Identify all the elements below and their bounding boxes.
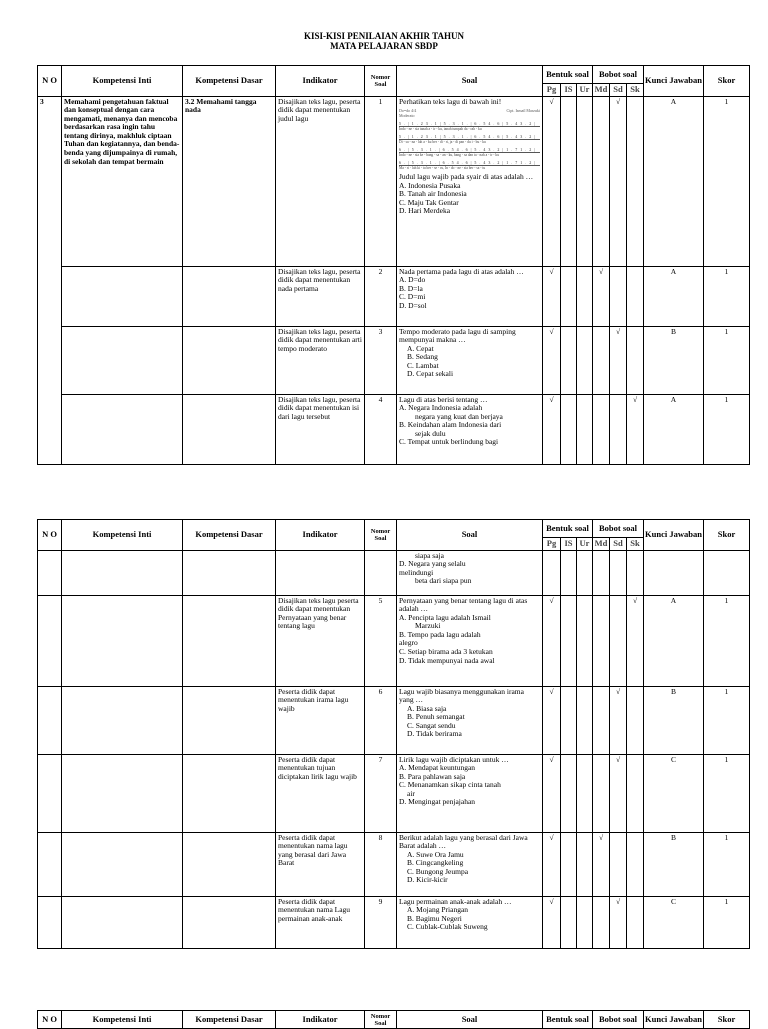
option: D. Kicir-kicir [407, 875, 448, 885]
check-pg: √ [543, 896, 561, 948]
option: C. D=mi [399, 292, 426, 302]
option: A. Suwe Ora Jamu [407, 849, 464, 859]
header-bentuk-soal: Bentuk soal [543, 1011, 593, 1029]
option: D. Tidak mempunyai nada awal [399, 655, 495, 665]
check-sd: √ [610, 326, 627, 394]
skor: 1 [704, 96, 750, 266]
kompetensi-dasar [183, 266, 276, 326]
header-indikator: Indikator [276, 66, 365, 97]
indikator-text: Peserta didik dapat menentukan irama lagu wajib [276, 686, 365, 754]
check-pg: √ [543, 595, 561, 686]
soal-cell [397, 326, 543, 394]
option: B. Cingcangkeling [407, 858, 464, 868]
header-soal: Soal [397, 520, 543, 551]
header-bentuk-soal: Bentuk soal [543, 66, 593, 84]
music-notes-line: 5 . | 1 . 2 3 . 1 | 5 . 3 . 1 . | 6 . 5 4 . 6 | 5 . 4 3 . 2 | [399, 120, 540, 127]
check-ur [577, 595, 593, 686]
check-is [561, 896, 577, 948]
check-md: √ [593, 266, 610, 326]
check-sk [627, 266, 644, 326]
kompetensi-inti [62, 266, 183, 326]
header-sd: Sd [610, 84, 627, 97]
header-pg: Pg [543, 538, 561, 551]
check-pg: √ [543, 394, 561, 464]
kunci-jawaban: B [644, 832, 704, 896]
check-md [593, 326, 610, 394]
nomor-soal: 3 [365, 326, 397, 394]
check-md [593, 896, 610, 948]
table-row [38, 266, 750, 326]
option: D. Tidak berirama [407, 729, 462, 739]
indikator-text: Peserta didik dapat menentukan nama lagu yang berasal dari Jawa Barat [276, 832, 365, 896]
soal-intro: Perhatikan teks lagu di bawah ini! [399, 96, 502, 106]
check-sd [610, 266, 627, 326]
check-sd: √ [610, 686, 627, 754]
kompetensi-inti [62, 326, 183, 394]
option: D. Mengingat penjajahan [399, 797, 476, 807]
soal-cell [397, 96, 543, 266]
soal-cell [397, 686, 543, 754]
kompetensi-inti [62, 394, 183, 464]
header-bobot-soal: Bobot soal [593, 1011, 644, 1029]
header-no: N O [38, 1011, 62, 1029]
nomor-soal: 1 [365, 96, 397, 266]
option: Marzuki [415, 621, 441, 631]
table-row [38, 96, 750, 266]
header-bobot-soal: Bobot soal [593, 520, 644, 538]
header-ur: Ur [577, 538, 593, 551]
soal-intro: Nada pertama pada lagu di atas adalah … [399, 266, 524, 276]
option: sejak dulu [415, 428, 446, 438]
soal-intro: Lagu di atas berisi tentang … [399, 394, 488, 404]
indikator-text: Disajikan teks lagu, peserta didik dapat menentukan isi dari lagu tersebut [276, 394, 365, 464]
check-md: √ [593, 832, 610, 896]
music-tempo: Moderato [399, 113, 415, 119]
soal-cell [397, 266, 543, 326]
skor: 1 [704, 754, 750, 832]
nomor-soal: 6 [365, 686, 397, 754]
check-is [561, 96, 577, 266]
option: A. Mojang Priangan [407, 905, 469, 915]
option: B. Penuh semangat [407, 712, 465, 722]
table-row [38, 896, 750, 948]
header-kd: Kompetensi Dasar [183, 1011, 276, 1029]
check-sd: √ [610, 754, 627, 832]
nomor-soal: 2 [365, 266, 397, 326]
check-md [593, 686, 610, 754]
option: B. D=la [399, 283, 423, 293]
option: D. Hari Merdeka [399, 206, 451, 216]
kunci-jawaban: A [644, 595, 704, 686]
check-sd: √ [610, 896, 627, 948]
header-bentuk-soal: Bentuk soal [543, 520, 593, 538]
option: C. Bungong Jeumpa [407, 866, 469, 876]
header-kunci: Kunci Jawaban [644, 66, 704, 97]
header-no: N O [38, 66, 62, 97]
check-md [593, 754, 610, 832]
check-md [593, 595, 610, 686]
table-row [38, 326, 750, 394]
skor: 1 [704, 896, 750, 948]
option: B. Keindahan alam Indonesia dari [399, 420, 502, 430]
check-sk [627, 96, 644, 266]
check-ur [577, 394, 593, 464]
kunci-jawaban: B [644, 686, 704, 754]
nomor-soal: 4 [365, 394, 397, 464]
nomor-soal: 9 [365, 896, 397, 948]
header-ki: Kompetensi Inti [62, 520, 183, 551]
soal-cell [397, 896, 543, 948]
option: B. Sedang [407, 352, 438, 362]
indikator-text: Disajikan teks lagu peserta didik dapat menentukan Pernyataan yang benar tentang lagu [276, 595, 365, 686]
check-ur [577, 96, 593, 266]
header-ki: Kompetensi Inti [62, 1011, 183, 1029]
option: A. Mendapat keuntungan [399, 763, 476, 773]
option: A. Negara Indonesia adalah [399, 403, 483, 413]
option: C. Setiap birama ada 3 ketukan [399, 647, 493, 657]
option: C. Maju Tak Gentar [399, 197, 459, 207]
table-row [38, 595, 750, 686]
check-sk [627, 686, 644, 754]
check-md [593, 96, 610, 266]
option: A. D=do [399, 275, 426, 285]
option: D. Cepat sekali [407, 369, 454, 379]
option: negara yang kuat dan berjaya [415, 411, 503, 421]
header-is: IS [561, 538, 577, 551]
option: A. Indonesia Pusaka [399, 180, 461, 190]
option: C. Menanamkan sikap cinta tanah [399, 780, 501, 790]
option: B. Bagimu Negeri [407, 913, 462, 923]
option: A. Biasa saja [407, 703, 447, 713]
music-lyrics-line: Indo - ne - sia ke - bang - sa - an - ku, bang - sa dan ta - nah a - ir - ku [399, 153, 499, 158]
check-sk [627, 326, 644, 394]
music-notes-line: 6 . | 5 . 3 . 1 . | 6 . 5 4 . 6 | 5 . 4 3 . 2 | 1 . 7 1 . 2 | [399, 146, 540, 153]
music-lyrics-line: Indo - ne - sia tanah a - ir - ku, tanah tumpah da - rah - ku [399, 127, 482, 132]
music-lyrics-line: Di - sa - na - lah a - ku ber - di - ri, ja - di pan - du i - bu - ku [399, 140, 486, 145]
table-row [38, 832, 750, 896]
check-sk [627, 832, 644, 896]
table-row [38, 686, 750, 754]
option: C. Sangat sendu [407, 720, 456, 730]
music-notes-line: 6 . | 5 . 3 . 1 . | 6 . 5 4 . 6 | 5 . 4 3 . 2 | 1 . 7 1 . 2 | [399, 159, 540, 166]
check-sk [627, 754, 644, 832]
check-ur [577, 686, 593, 754]
check-sd [610, 394, 627, 464]
soal-intro: Lirik lagu wajib diciptakan untuk … [399, 754, 509, 764]
header-kd: Kompetensi Dasar [183, 520, 276, 551]
soal-question: Judul lagu wajib pada syair di atas adalah … [399, 172, 534, 182]
indikator-text: Disajikan teks lagu, peserta didik dapat menentukan arti tempo moderato [276, 326, 365, 394]
header-bobot-soal: Bobot soal [593, 66, 644, 84]
soal-intro: Lagu wajib biasanya menggunakan irama yang … [399, 686, 524, 705]
header-sk: Sk [627, 538, 644, 551]
music-key: Do=do 4/4 [399, 108, 417, 114]
music-composer: Cipt. Ismail Marzuki [506, 108, 540, 114]
option: B. Tempo pada lagu adalah [399, 629, 481, 639]
table-row [38, 394, 750, 464]
soal-cell [397, 394, 543, 464]
kompetensi-dasar: 3.2 Memahami tangga nada [183, 96, 276, 266]
row-number: 3 [38, 96, 62, 464]
header-nomor-soal: Nomor Soal [365, 520, 397, 551]
header-skor: Skor [704, 520, 750, 551]
indikator-text: Peserta didik dapat menentukan tujuan diciptakan lirik lagu wajib [276, 754, 365, 832]
header-skor: Skor [704, 66, 750, 97]
option: D. D=sol [399, 300, 427, 310]
header-pg: Pg [543, 84, 561, 97]
kunci-jawaban: C [644, 896, 704, 948]
kunci-jawaban: A [644, 96, 704, 266]
soal-continuation [397, 550, 543, 595]
option: C. Tempat untuk berlindung bagi [399, 437, 499, 447]
option: C. Cublak-Cublak Suweng [407, 922, 488, 932]
check-is [561, 326, 577, 394]
kunci-jawaban: B [644, 326, 704, 394]
check-is [561, 754, 577, 832]
check-sk: √ [627, 595, 644, 686]
header-ki: Kompetensi Inti [62, 66, 183, 97]
nomor-soal: 8 [365, 832, 397, 896]
skor: 1 [704, 595, 750, 686]
check-sk: √ [627, 394, 644, 464]
kisi-table-3 [37, 1010, 750, 1029]
check-pg: √ [543, 326, 561, 394]
header-ur: Ur [577, 84, 593, 97]
option: beta dari siapa pun [415, 576, 472, 586]
soal-cell [397, 595, 543, 686]
kisi-table-1 [37, 65, 750, 465]
check-md [593, 394, 610, 464]
header-sk: Sk [627, 84, 644, 97]
header-sd: Sd [610, 538, 627, 551]
header-kunci: Kunci Jawaban [644, 1011, 704, 1029]
music-notation [399, 108, 540, 170]
soal-intro: Berikut adalah lagu yang berasal dari Jawa Barat adalah … [399, 832, 528, 851]
check-sd: √ [610, 96, 627, 266]
check-pg: √ [543, 832, 561, 896]
check-ur [577, 326, 593, 394]
skor: 1 [704, 326, 750, 394]
check-pg: √ [543, 686, 561, 754]
check-sd [610, 595, 627, 686]
check-ur [577, 896, 593, 948]
soal-intro: Lagu permainan anak-anak adalah … [399, 896, 512, 906]
skor: 1 [704, 686, 750, 754]
soal-intro: Pernyataan yang benar tentang lagu di atas adalah … [399, 595, 528, 614]
soal-cell [397, 832, 543, 896]
nomor-soal: 5 [365, 595, 397, 686]
indikator-text: Peserta didik dapat menentukan nama Lagu permainan anak-anak [276, 896, 365, 948]
header-kunci: Kunci Jawaban [644, 520, 704, 551]
header-no: N O [38, 520, 62, 551]
indikator-text: Disajikan teks lagu, peserta didik dapat menentukan nada pertama [276, 266, 365, 326]
document-subtitle: MATA PELAJARAN SBDP [330, 41, 438, 51]
option: air [407, 788, 415, 798]
skor: 1 [704, 394, 750, 464]
check-ur [577, 754, 593, 832]
soal-cell [397, 754, 543, 832]
kunci-jawaban: C [644, 754, 704, 832]
check-is [561, 595, 577, 686]
header-md: Md [593, 84, 610, 97]
check-sk [627, 896, 644, 948]
header-is: IS [561, 84, 577, 97]
indikator-text: Disajikan teks lagu, peserta didik dapat menentukan judul lagu [276, 96, 365, 266]
option: B. Tanah air Indonesia [399, 189, 467, 199]
option: siapa saja [415, 550, 444, 560]
header-nomor-soal: Nomor Soal [365, 1011, 397, 1029]
option: D. Negara yang selalu [399, 559, 466, 569]
header-indikator: Indikator [276, 520, 365, 551]
option: C. Lambat [407, 360, 439, 370]
option: A. Cepat [407, 343, 434, 353]
header-soal: Soal [397, 66, 543, 97]
option: alegro [399, 638, 418, 648]
option: melindungi [399, 567, 434, 577]
check-pg: √ [543, 96, 561, 266]
option: B. Para pahlawan saja [399, 771, 466, 781]
option: A. Pencipta lagu adalah Ismail [399, 612, 491, 622]
table-row [38, 550, 750, 595]
skor: 1 [704, 266, 750, 326]
music-lyrics-line: Ma - ri - lah ki - ta ber - se - ru, In - do - ne - sia ber - sa - tu [399, 166, 486, 171]
header-nomor-soal: Nomor Soal [365, 66, 397, 97]
skor: 1 [704, 832, 750, 896]
check-ur [577, 832, 593, 896]
check-sd [610, 832, 627, 896]
soal-intro: Tempo moderato pada lagu di samping mempunyai makna … [399, 326, 516, 345]
document-title: KISI-KISI PENILAIAN AKHIR TAHUN [304, 31, 464, 41]
kompetensi-inti: Memahami pengetahuan faktual dan konseptual dengan cara mengamati, menanya dan mencoba berdasarkan rasa ingin tahu tentang dirinya, makhluk ciptaan Tuhan dan kegiatannya, dan benda-benda yang dijumpainya di rumah, di sekolah dan tempat bermain [62, 96, 183, 266]
table-row [38, 754, 750, 832]
check-is [561, 686, 577, 754]
header-kd: Kompetensi Dasar [183, 66, 276, 97]
nomor-soal: 7 [365, 754, 397, 832]
kompetensi-dasar [183, 326, 276, 394]
check-is [561, 266, 577, 326]
music-notes-line: 5 . | 1 . 2 3 . 1 | 5 . 3 . 1 . | 6 . 5 4 . 6 | 5 . 4 3 . 2 | [399, 133, 540, 140]
kisi-table-2 [37, 519, 750, 949]
check-is [561, 832, 577, 896]
check-pg: √ [543, 754, 561, 832]
header-skor: Skor [704, 1011, 750, 1029]
header-md: Md [593, 538, 610, 551]
header-soal: Soal [397, 1011, 543, 1029]
kompetensi-dasar [183, 394, 276, 464]
check-ur [577, 266, 593, 326]
header-indikator: Indikator [276, 1011, 365, 1029]
check-is [561, 394, 577, 464]
kunci-jawaban: A [644, 394, 704, 464]
check-pg: √ [543, 266, 561, 326]
kunci-jawaban: A [644, 266, 704, 326]
